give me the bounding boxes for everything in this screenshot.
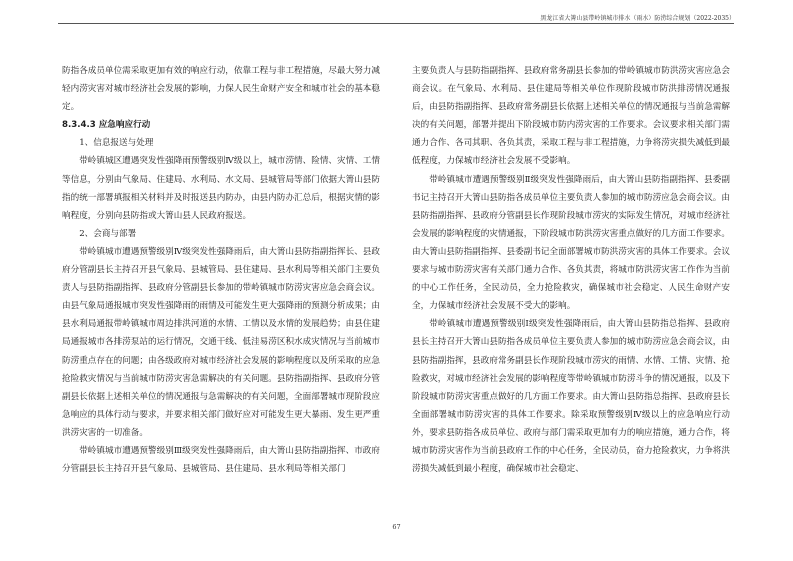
- paragraph: 带岭镇城区遭遇突发性强降雨预警级别Ⅳ级以上，城市涝情、险情、灾情、工情等信息，分别由气象局、住建局、水利局、水文局、县城管局等部门依据大箐山县防指的统一部署填报相关材料并及时报送县内防办，由县内防办汇总后，根据灾情的影响程度，分别向县防指或大箐山县人民政府报送。: [62, 156, 380, 221]
- paragraph: 带岭镇城市遭遇预警级别Ⅰ级突发性强降雨后，由大箐山县防指总指挥、县政府县长主持召开大箐山县防指各成员单位主要负责人参加的城市防涝应急会商会议，由县防指副指挥，县政府常务副县长作现阶段城市涝灾的雨情、水情、工情、灾情、抢险救灾，对城市经济社会发展的影响程度等带岭镇城市防涝斗争的情况通报，以及下阶段城市防涝灾害重点做好的几方面工作要求。由大箐山县防指总指挥、县政府县长全面部署城市防涝灾害的具体工作要求。除采取预警级别Ⅳ级以上的应急响应行动外，要求县防指各成员单位、政府与部门需采取更加有力的响应措施，通力合作，将城市防涝灾害作为当前县政府工作的中心任务，全民动员，奋力抢险救灾，力争将洪涝损失减低到最小程度，确保城市社会稳定、: [412, 319, 730, 475]
- paragraph: 主要负责人与县防指副指挥、县政府常务副县长参加的带岭镇城市防洪涝灾害应急会商会议。在气象局、水利局、县住建局等相关单位作现阶段城市防洪排涝情况通报后，由县防指副指挥、县政府常务副县长依据上述相关单位的情况通报与当前急需解决的有关问题，部署并提出下阶段城市防内涝灾害的工作要求。会议要求相关部门需通力合作、各司其职、各负其责，采取工程与非工程措施，力争将涝灾损失减低到最低程度，力保城市经济社会发展不受影响。: [412, 66, 730, 167]
- left-column: [62, 62, 380, 478]
- right-column: [412, 62, 730, 478]
- section-heading: 8.3.4.3 应急响应行动: [62, 120, 151, 131]
- paragraph: 防指各成员单位需采取更加有效的响应行动，依靠工程与非工程措施，尽最大努力减轻内涝灾害对城市经济社会发展的影响，力保人民生命财产安全和城市社会的基本稳定。: [62, 66, 380, 113]
- running-header: 黑龙江省大箐山县带岭镇城市排水（雨水）防涝综合规划（2022-2035）: [540, 15, 735, 22]
- paragraph: 带岭镇城市遭遇预警级别Ⅳ级突发性强降雨后，由大箐山县防指副指挥长、县政府分管副县长主持召开县气象局、县城管局、县住建局、县水利局等相关部门主要负责人与县防指副指挥、县政府分管副县长参加的带岭镇城市防涝灾害应急会商会议。由县气象局通报城市突发性强降雨的雨情及可能发生更大强降雨的预测分析成果；由县水利局通报带岭镇城市周边排洪河道的水情、工情以及水情的发展趋势；由县住建局通报城市各排涝泵站的运行情况，交通干线、低洼易涝区积水成灾情况与当前城市防涝重点存在的问题；由各级政府对城市经济社会发展的影响程度以及所采取的应急抢险救灾情况与当前城市防涝灾害急需解决的有关问题。县防指副指挥、县政府分管副县长依据上述相关单位的情况通报与急需解决的有关问题，全面部署城市现阶段应急响应的具体行动与要求，并要求相关部门做好应对可能发生更大暴雨、发生更严重洪涝灾害的一切准备。: [62, 246, 380, 438]
- paragraph: 带岭镇城市遭遇预警级别Ⅱ级突发性强降雨后，由大箐山县防指副指挥、县委副书记主持召开大箐山县防指各成员单位主要负责人参加的城市防涝应急会商会议。由县防指副指挥、县政府分管副县长作现阶段城市涝灾的实际发生情况，对城市经济社会发展的影响程度的灾情通报，下阶段城市防洪涝灾害重点做好的几方面工作要求。由大箐山县防指副指挥、县委副书记全面部署城市防洪涝灾害的具体工作要求。会议要求与城市防涝灾害有关部门通力合作、各负其责，将城市防洪涝灾害工作作为当前的中心工作任务，全民动员，全力抢险救灾，确保城市社会稳定、人民生命财产安全，力保城市经济社会发展不受大的影响。: [412, 174, 730, 312]
- paragraph: 带岭镇城市遭遇预警级别Ⅲ级突发性强降雨后，由大箐山县防指副指挥、市政府分管副县长主持召开县气象局、县城管局、县住建局、县水利局等相关部门: [62, 445, 380, 475]
- header-divider: [58, 23, 734, 24]
- subheading: 1、信息报送与处理: [79, 138, 154, 149]
- page-number: 67: [392, 523, 401, 531]
- subheading: 2、会商与部署: [79, 228, 137, 239]
